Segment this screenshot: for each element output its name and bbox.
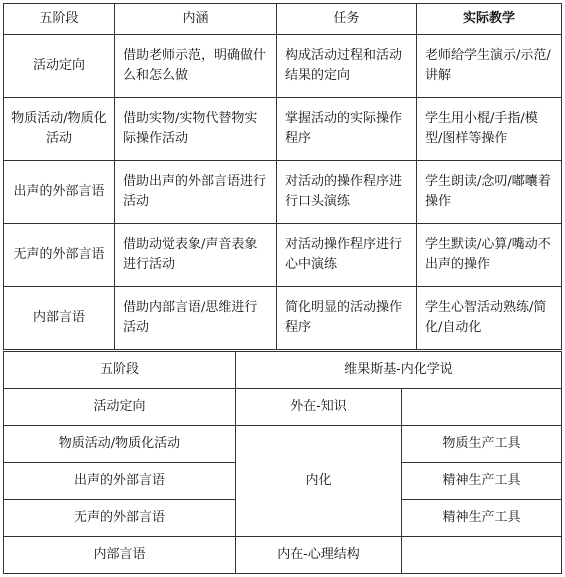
tool-cell: 物质生产工具	[402, 426, 562, 463]
tool-cell: 精神生产工具	[402, 463, 562, 500]
teaching-cell: 老师给学生演示/示范/讲解	[417, 35, 562, 98]
task-cell: 对活动的操作程序进行口头演练	[277, 161, 417, 224]
teaching-cell: 学生用小棍/手指/模型/图样等操作	[417, 98, 562, 161]
tool-cell: 精神生产工具	[402, 500, 562, 537]
header-teaching: 实际教学	[417, 4, 562, 35]
empty-cell	[402, 389, 562, 426]
stage-cell: 无声的外部言语	[4, 224, 115, 287]
meaning-cell: 借助出声的外部言语进行活动	[115, 161, 277, 224]
table-row	[4, 98, 562, 161]
header-meaning: 内涵	[115, 4, 277, 35]
outer-knowledge-cell: 外在-知识	[236, 389, 402, 426]
stage-cell: 活动定向	[4, 389, 236, 426]
stage-cell: 无声的外部言语	[4, 500, 236, 537]
teaching-cell: 学生朗读/念叨/嘟囔着操作	[417, 161, 562, 224]
stage-cell: 出声的外部言语	[4, 463, 236, 500]
task-cell: 构成活动过程和活动结果的定向	[277, 35, 417, 98]
table-row	[4, 224, 562, 287]
meaning-cell: 借助老师示范，明确做什么和怎么做	[115, 35, 277, 98]
meaning-cell: 借助实物/实物代替物实际操作活动	[115, 98, 277, 161]
task-cell: 掌握活动的实际操作程序	[277, 98, 417, 161]
table-row	[4, 35, 562, 98]
teaching-cell: 学生默读/心算/嘴动不出声的操作	[417, 224, 562, 287]
meaning-cell: 借助内部言语/思维进行活动	[115, 287, 277, 350]
table-header-row	[4, 4, 562, 35]
inner-structure-cell: 内在-心理结构	[236, 537, 402, 574]
task-cell: 简化明显的活动操作程序	[277, 287, 417, 350]
table-row	[4, 426, 562, 463]
internalize-cell: 内化	[236, 426, 402, 537]
header-task: 任务	[277, 4, 417, 35]
stage-cell: 物质活动/物质化活动	[4, 98, 115, 161]
table-row	[4, 287, 562, 350]
stage-cell: 内部言语	[4, 537, 236, 574]
stage-cell: 内部言语	[4, 287, 115, 350]
vygotsky-internalization-table	[3, 351, 562, 574]
table-header-row	[4, 352, 562, 389]
teaching-cell: 学生心智活动熟练/简化/自动化	[417, 287, 562, 350]
table-row	[4, 537, 562, 574]
meaning-cell: 借助动觉表象/声音表象进行活动	[115, 224, 277, 287]
empty-cell	[402, 537, 562, 574]
task-cell: 对活动操作程序进行心中演练	[277, 224, 417, 287]
stage-cell: 出声的外部言语	[4, 161, 115, 224]
stage-cell: 物质活动/物质化活动	[4, 426, 236, 463]
table-row	[4, 389, 562, 426]
five-stage-comparison-table	[3, 3, 562, 350]
stage-cell: 活动定向	[4, 35, 115, 98]
header-theory: 维果斯基-内化学说	[236, 352, 562, 389]
header-stage: 五阶段	[4, 4, 115, 35]
table-row	[4, 161, 562, 224]
header-stage: 五阶段	[4, 352, 236, 389]
